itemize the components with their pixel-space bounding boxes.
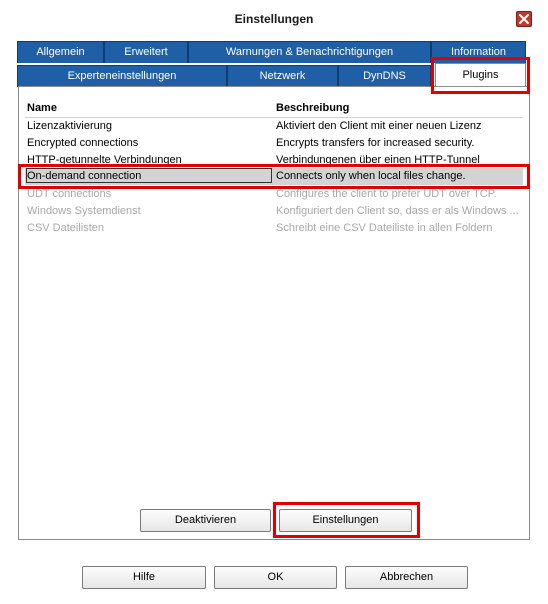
tab-label: Allgemein bbox=[36, 46, 85, 58]
plugin-description: Konfiguriert den Client so, dass er als Windows ... bbox=[276, 205, 519, 217]
tab-label: Plugins bbox=[462, 69, 499, 81]
plugin-name: On-demand connection bbox=[27, 170, 142, 182]
plugin-row-selected[interactable] bbox=[25, 168, 523, 185]
tab-allgemein[interactable] bbox=[17, 41, 104, 63]
tab-warnungen[interactable] bbox=[188, 41, 431, 63]
plugin-description: Encrypts transfers for increased security. bbox=[276, 137, 475, 149]
tab-label: Experteneinstellungen bbox=[67, 70, 177, 82]
plugin-row[interactable] bbox=[25, 186, 523, 203]
column-header-name[interactable]: Name bbox=[27, 102, 57, 114]
deactivate-button[interactable]: Deaktivieren bbox=[140, 509, 271, 532]
plugin-description: Schreibt eine CSV Dateiliste in allen Foldern bbox=[276, 222, 493, 234]
plugin-name: HTTP-getunnelte Verbindungen bbox=[27, 154, 182, 166]
plugin-row[interactable] bbox=[25, 203, 523, 220]
tab-label: Erweitert bbox=[124, 46, 168, 58]
close-icon bbox=[519, 14, 529, 24]
tab-label: Information bbox=[450, 46, 507, 58]
plugin-description: Verbindungenen über einen HTTP-Tunnel bbox=[276, 154, 480, 166]
plugin-row[interactable] bbox=[25, 118, 523, 135]
tab-netzwerk[interactable] bbox=[227, 65, 338, 87]
tab-erweitert[interactable] bbox=[104, 41, 188, 63]
plugin-list-header bbox=[25, 102, 523, 118]
tab-label: Warnungen & Benachrichtigungen bbox=[225, 46, 394, 58]
plugin-name: Encrypted connections bbox=[27, 137, 139, 149]
plugin-name: Windows Systemdienst bbox=[27, 205, 141, 217]
plugin-description: Aktiviert den Client mit einer neuen Lizenz bbox=[276, 120, 482, 132]
help-button[interactable]: Hilfe bbox=[82, 566, 206, 589]
tab-label: Netzwerk bbox=[259, 70, 306, 82]
plugin-row[interactable] bbox=[25, 152, 523, 169]
cancel-button[interactable]: Abbrechen bbox=[345, 566, 468, 589]
plugin-row[interactable] bbox=[25, 220, 523, 237]
tab-dyndns[interactable] bbox=[338, 65, 431, 87]
tab-experteneinstellungen[interactable] bbox=[17, 65, 227, 87]
plugin-name: Lizenzaktivierung bbox=[27, 120, 112, 132]
tab-information[interactable] bbox=[431, 41, 526, 63]
plugin-name: CSV Dateilisten bbox=[27, 222, 105, 234]
title-bar bbox=[0, 0, 548, 36]
plugin-row[interactable] bbox=[25, 135, 523, 152]
plugin-settings-button[interactable]: Einstellungen bbox=[279, 509, 412, 532]
tab-plugins[interactable] bbox=[435, 63, 526, 87]
plugin-name: UDT connections bbox=[27, 188, 112, 200]
column-header-description[interactable]: Beschreibung bbox=[276, 102, 350, 114]
close-button[interactable] bbox=[516, 11, 532, 27]
dialog-title: Einstellungen bbox=[234, 12, 314, 26]
tab-label: DynDNS bbox=[363, 70, 406, 82]
plugin-description: Configures the client to prefer UDT over TCP. bbox=[276, 188, 497, 200]
ok-button[interactable]: OK bbox=[214, 566, 337, 589]
plugin-description: Connects only when local files change. bbox=[276, 170, 466, 182]
